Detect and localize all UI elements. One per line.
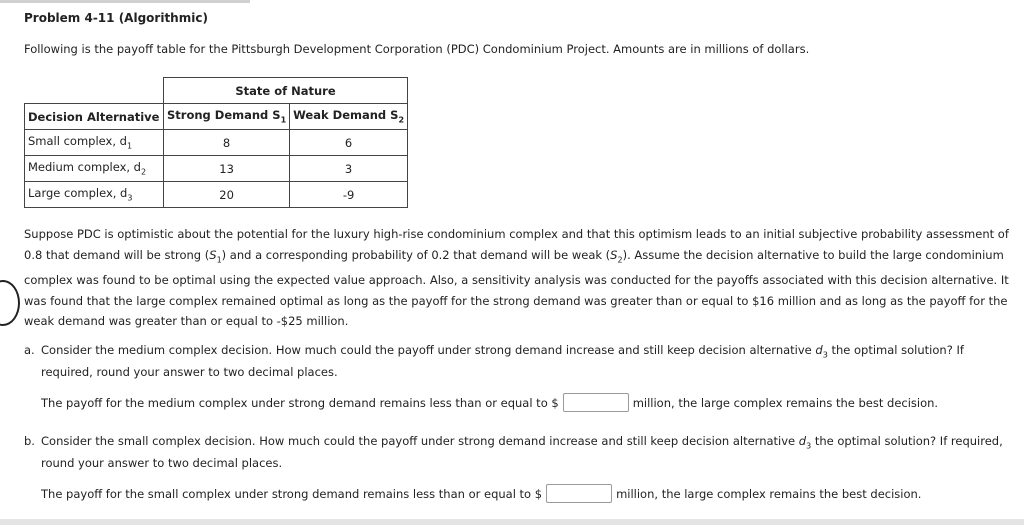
question-b-label: b. [24,434,35,448]
question-a-text: Consider the medium complex decision. How much could the payoff under strong demand increase and still keep decision alternative $d_3$ the optimal solution? If required, round your answer to two decimal places. [41,343,964,379]
weak-value: 3 [290,156,408,182]
top-divider [0,0,250,3]
scroll-arc-decoration [0,280,20,326]
row-label: Small complex, $d_1$ [25,130,164,156]
payoff-table [24,77,408,208]
weak-value: -9 [290,182,408,208]
strong-value: 8 [164,130,290,156]
bottom-divider [0,519,1024,525]
question-a [24,342,1014,381]
answer-b-input[interactable] [546,484,612,503]
answer-a-input[interactable] [563,393,629,412]
question-b-text: Consider the small complex decision. How much could the payoff under strong demand increase and still keep decision alternative $d_3$ the optimal solution? If required, round your answer to two decimal places. [41,434,1003,470]
strong-value: 20 [164,182,290,208]
strong-value: 13 [164,156,290,182]
intro-text: Following is the payoff table for the Pittsburgh Development Corporation (PDC) Condominium Project. Amounts are in millions of dollars. [24,42,810,56]
problem-title: Problem 4-11 (Algorithmic) [24,11,208,25]
answer-b-prefix: The payoff for the small complex under strong demand remains less than or equal to $ [41,486,543,501]
answer-a-prefix: The payoff for the medium complex under strong demand remains less than or equal to $ [41,395,559,410]
question-b [24,433,1014,472]
scenario-paragraph: Suppose PDC is optimistic about the potential for the luxury high-rise condominium complex and that this optimism leads to an initial subjective probability assessment of 0.8 that demand will be strong $(S_1)$ and a corresponding probability of 0.2 that demand will be weak $(S_2)$. Assume the decision alternative to build the large condominium complex was found to be optimal using the expected value approach. Also, a sensitivity analysis was conducted for the payoffs associated with this decision alternative. It was found that the large complex remained optimal as long as the payoff for the strong demand was greater than or equal to $16 million and as long as the payoff for the weak demand was greater than or equal to -$25 million. [24,227,1009,329]
row-label: Medium complex, $d_2$ [25,156,164,182]
answer-a-row [41,393,938,412]
table-row [25,130,408,156]
question-a-label: a. [24,343,35,357]
answer-a-suffix: million, the large complex remains the best decision. [632,395,939,410]
weak-value: 6 [290,130,408,156]
answer-b-row [41,484,921,503]
state-of-nature-header: State of Nature [164,78,408,104]
table-column-row [25,104,408,130]
table-row [25,182,408,208]
table-header-row [25,78,408,104]
col-decision-header: Decision Alternative [25,104,164,130]
row-label: Large complex, $d_3$ [25,182,164,208]
table-corner-cell [25,78,164,104]
col-strong-header: Strong Demand $S_1$ [164,104,290,130]
col-weak-header: Weak Demand $S_2$ [290,104,408,130]
table-row [25,156,408,182]
answer-b-suffix: million, the large complex remains the best decision. [616,486,922,501]
